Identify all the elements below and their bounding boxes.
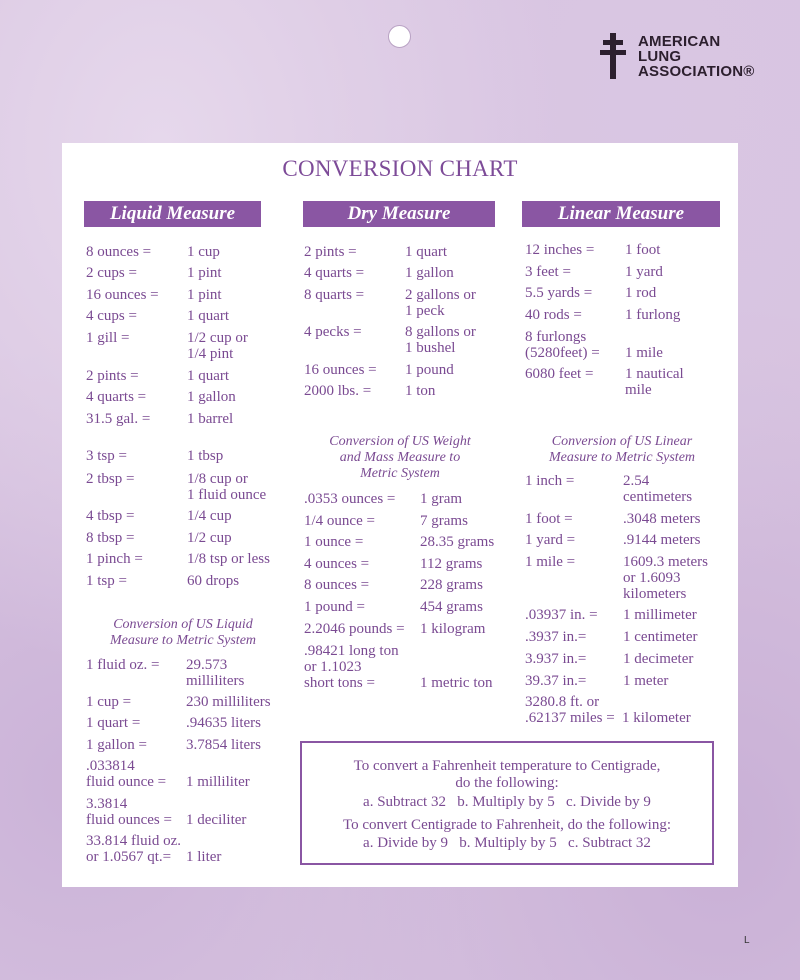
dry-measure-header: Dry Measure [303,201,495,227]
temperature-conversion-box [300,741,714,865]
f-to-c-instruction: To convert a Fahrenheit temperature to Centigrade, [353,758,661,774]
ala-logo [600,33,780,83]
page-title: CONVERSION CHART [282,156,518,181]
liquid-measure-header: Liquid Measure [84,201,261,227]
punch-hole [388,25,411,48]
dry-metric-subtitle: Conversion of US Weight and Mass Measure to Metric System [329,434,471,481]
linear-metric-subtitle: Conversion of US Linear Measure to Metric System [548,434,696,465]
c-to-f-steps: a. Divide by 9 b. Multiply by 5 c. Subtract 32 [363,835,651,851]
organization-name: AMERICAN LUNG ASSOCIATION® [638,33,755,80]
lorraine-cross-icon [600,33,626,79]
linear-measure-header: Linear Measure [522,201,720,227]
f-to-c-instruction-cont: do the following: [455,775,559,791]
liquid-metric-subtitle: Conversion of US Liquid Measure to Metric System [109,617,257,648]
corner-mark: L [744,935,750,946]
f-to-c-steps: a. Subtract 32 b. Multiply by 5 c. Divide by 9 [363,794,651,810]
conversion-card: CONVERSION CHART Liquid Measure Dry Measure Linear Measure 8 ounces = 1 cup 2 cups = 1 pint 16 ounces = 1 pint 4 cups = 1 quart 1 gill = 1/2 cup or 1/4 pint 2 pints = 1 quart 4 quarts = 1 gallon 31.5 gal. = 1 barrel 3 tsp = 1 tbsp 2 tbsp = 1/8 cup or 1 fluid ounce 4 tbsp = 1/4 cup 8 tbsp = 1/2 cup 1 pinch = 1/8 tsp or less 1 tsp = 60 drops Conversion of US Liquid Measure to Metric System 1 fluid oz. = 29.573 milliliters 1 cup = 230 milliliters 1 quart = .94635 liters 1 gallon = 3.7854 liters .033814 fluid ounce = 1 milliliter 3.3814 fluid ounces = 1 deciliter 33.814 fluid oz. or 1.0567 qt.= 1 liter 2 pints = 1 quart 4 quarts = 1 gallon 8 quarts = 2 gallons or 1 peck 4 pecks = 8 gallons or 1 bushel 16 ounces = 1 pound 2000 lbs. = 1 ton Conversion of US Weight and Mass Measure to Metric System .0353 ounces = 1 gram 1/4 ounce = 7 grams 1 ounce = 28.35 grams 4 ounces = 112 grams 8 ounces = 228 grams 1 pound = 454 grams 2.2046 pounds = 1 kilogram .98421 long ton or 1.1023 short tons = 1 metric ton 12 inches = 1 foot 3 feet = 1 yard 5.5 yards = 1 rod 40 rods = 1 furlong 8 furlongs (5280feet) = 1 mile 6080 feet = 1 nautical mile Conversion of US Linear Measure to Metric System 1 inch = 2.54 centimeters 1 foot = .3048 meters 1 yard = .9144 meters 1 mile = 1609.3 meters or 1.6093 kilometers .03937 in. = 1 millimeter .3937 in.= 1 centimeter 3.937 in.= 1 decimeter 39.37 in.= 1 meter 3280.8 ft. or .62137 miles = 1 kilometer To convert a Fahrenheit temperature to Centigrade, do the following: a. Subtract 32 b. Multiply by 5 c. Divide by 9 To convert Centigrade to Fahrenheit, do the following: a. Divide by 9 b. Multiply by 5 c. Subtract 32 [62,143,738,887]
c-to-f-instruction: To convert Centigrade to Fahrenheit, do the following: [342,817,672,833]
